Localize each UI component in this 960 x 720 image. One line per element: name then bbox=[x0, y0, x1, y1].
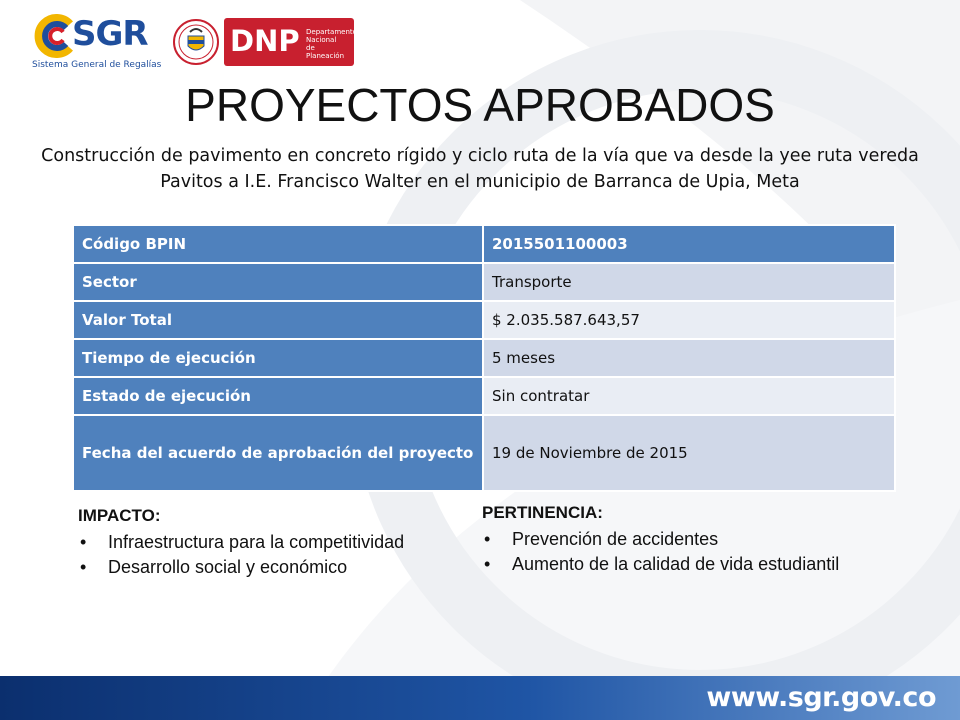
page-title: PROYECTOS APROBADOS bbox=[185, 79, 775, 131]
project-description: Construcción de pavimento en concreto rígido y ciclo ruta de la vía que va desde la yee ruta vereda Pavitos a I.E. Francisco Walter en el municipio de Barranca de Upia, Meta bbox=[41, 146, 919, 192]
impact-section bbox=[78, 506, 468, 580]
row-value: Sin contratar bbox=[483, 377, 895, 415]
impact-list bbox=[78, 530, 468, 580]
sgr-emblem-icon bbox=[30, 14, 74, 58]
table-row bbox=[73, 301, 895, 339]
dnp-subtitle-line: de Planeación bbox=[306, 44, 345, 60]
table-row bbox=[73, 339, 895, 377]
dnp-logo-text: DNP bbox=[230, 24, 300, 58]
row-value: $ 2.035.587.643,57 bbox=[483, 301, 895, 339]
footer-bar bbox=[0, 676, 960, 720]
list-item: • Prevención de accidentes bbox=[482, 527, 902, 552]
row-value: 2015501100003 bbox=[483, 225, 895, 263]
dnp-subtitle-line: Departamento bbox=[306, 28, 357, 36]
row-label: Código BPIN bbox=[73, 225, 483, 263]
relevance-list bbox=[482, 527, 902, 577]
row-label: Valor Total bbox=[73, 301, 483, 339]
table-row bbox=[73, 415, 895, 491]
list-item: • Infraestructura para la competitividad bbox=[78, 530, 468, 555]
relevance-section bbox=[482, 503, 902, 577]
row-label: Tiempo de ejecución bbox=[73, 339, 483, 377]
dnp-logo-subtitle bbox=[306, 28, 357, 60]
dnp-logo bbox=[172, 18, 357, 68]
row-label: Fecha del acuerdo de aprobación del proyecto bbox=[73, 415, 483, 491]
list-item: • Aumento de la calidad de vida estudiantil bbox=[482, 552, 902, 577]
table-row bbox=[73, 225, 895, 263]
row-value: 5 meses bbox=[483, 339, 895, 377]
list-item: • Desarrollo social y económico bbox=[78, 555, 468, 580]
row-label: Estado de ejecución bbox=[73, 377, 483, 415]
website-link[interactable]: www.sgr.gov.co bbox=[706, 682, 936, 713]
project-info-table bbox=[72, 224, 896, 492]
sgr-logo-text: SGR bbox=[72, 14, 148, 54]
sgr-logo bbox=[30, 12, 162, 72]
impact-heading: IMPACTO: bbox=[78, 506, 161, 525]
colombia-seal-icon bbox=[172, 18, 220, 66]
table-row bbox=[73, 263, 895, 301]
row-value: Transporte bbox=[483, 263, 895, 301]
row-value: 19 de Noviembre de 2015 bbox=[483, 415, 895, 491]
relevance-heading: PERTINENCIA: bbox=[482, 503, 603, 522]
row-label: Sector bbox=[73, 263, 483, 301]
dnp-subtitle-line: Nacional bbox=[306, 36, 337, 44]
sgr-logo-subtitle: Sistema General de Regalías bbox=[32, 60, 162, 70]
table-row bbox=[73, 377, 895, 415]
